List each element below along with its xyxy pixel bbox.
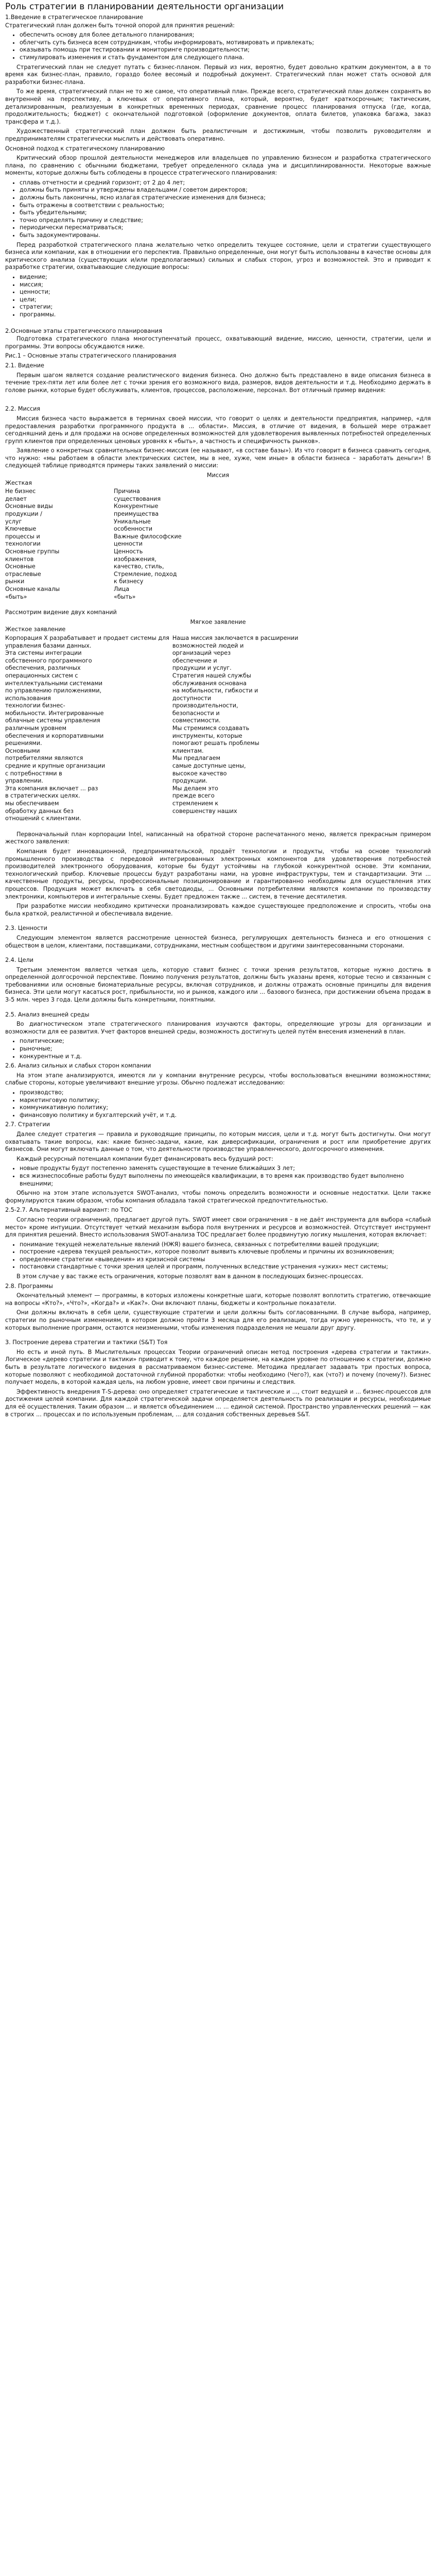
table-row (5, 695, 301, 703)
table-subtitle: Жесткая (5, 479, 32, 486)
paragraph: Перед разработкой стратегического плана желательно четко определить текущее состояние, цели и стратегии существующего бизнеса или компании, как в отношении его перспектив. Правильно определенные, они могут быть использованы в качестве основы для критического анализа (существующих и/или предполагаемых) сильных и слабых сторон, угроз и возможностей. Это и приводит к разработке стратегии, охватывающие следующие вопросы: (5, 241, 431, 271)
table-cell: организаций через (172, 650, 231, 657)
table-row (5, 815, 301, 823)
table-row (5, 785, 301, 793)
paragraph: Но есть и иной путь. В Мыслительных процессах Теории ограничений описан метод построения «дерева стратегии и тактики». Логическое «дерево стратегии и тактики» приводит к тому, что каждое решение, на каждом уровне по отношению к стратегии, должно быть в результате логического видения в рассматриваемом бизнес-системе. Методика предлагает задавать три простых вопроса, которые позволяют с необходимой достаточной глубиной проработки: чтобы необходимо (Чего?), как (что?) и почему (почему?). Бизнес получает модель, в которой каждая цель, на любом уровне, имеет свои причины и следствия. (5, 1348, 431, 1386)
paragraph: Далее следует стратегия — правила и руководящие принципы, по которым миссия, цели и т.д. могут быть достигнуты. Они могут охватывать такие вопросы, как: какие бизнес-задачи, какие, как диверсификации, ограничения и рост или приобретение других бизнесов. Они могут включать данные о том, что деятельности производстве управленческого, долгосрочного изменения. (5, 1130, 431, 1153)
table-row (5, 540, 222, 548)
table-cell: Стремление, подход (114, 570, 177, 578)
table-row (5, 518, 222, 526)
table-cell: Ключевые (5, 526, 37, 533)
table-row (5, 496, 222, 503)
table-cell: обслуживания основана (172, 680, 247, 687)
table-cell: Ценность (114, 548, 143, 555)
paragraph: Каждый ресурсный потенциал компании будет финансировать весь будущий рост: (16, 1155, 273, 1162)
paragraph: Миссия бизнеса часто выражается в терминах своей миссии, что говорит о целях и деятельности предприятия, например, «для предоставления разработки программного продукта в ... области». Миссия, в отличие от видения, в большей мере отражает сегодняшний день и для продажи на основе определенных возможностей для удовлетворения выявленных потребностей определенных групп клиентов при определенных ценовых уровнях к «быть», а частность и специфичность рынков». (5, 415, 431, 445)
subheading: 2.7. Стратегии (5, 1121, 50, 1128)
list-item: • сплавь отчетности и средний горизонт; от 2 до 4 лет; (20, 179, 431, 187)
list-item: • программы. (20, 311, 431, 319)
table-cell: самые доступные цены, (172, 762, 246, 770)
list-item: • оказывать помощь при тестировании и мониторинге производительности; (20, 46, 431, 54)
table-cell: Мы предлагаем (172, 755, 220, 762)
table-row (5, 511, 222, 518)
list-item: • видение; (20, 274, 431, 281)
paragraph: Первоначальный план корпорации Intel, написанный на обратной стороне распечатанного меню, является прекрасным примером жесткого заявления: (5, 831, 431, 845)
table-cell: клиентов (5, 555, 34, 563)
table-row (5, 808, 301, 816)
paragraph: При разработке миссии необходимо критически проанализировать каждое существующее предположение и спросить, чтобы она была краткой, реалистичной и обеспечивала видение. (5, 903, 431, 917)
list-item: • точно определять причину и следствие; (20, 217, 431, 225)
table-cell: «быть» (5, 593, 27, 600)
table-cell: прежде всего (172, 792, 215, 800)
list-item: • политические; (20, 1038, 431, 1045)
table-row (5, 748, 301, 755)
table-cell: технологии бизнес- (5, 702, 65, 709)
table-cell: операционных систем с (5, 672, 78, 679)
table-row (5, 792, 301, 800)
table-cell: обеспечение и (172, 657, 217, 664)
table-cell: Не бизнес (5, 488, 36, 495)
list-item: • определение стратегии «выведения» из кризисной системы (20, 1256, 431, 1264)
table-row (5, 687, 301, 695)
list-item: • обеспечить основу для более детального планирования; (20, 31, 431, 39)
table-cell: Эта системы интеграции (5, 650, 82, 657)
table-row (5, 563, 222, 571)
paragraph: Эффективность внедрения Т-S-дерева: оно определяет стратегические и тактические и ..., стоит ведущей и ... бизнес-процессов для достижения целей компании. Для каждой стратегической задачи определяется деятельность по реализации и ресурсы, необходимые для её осуществления. Таким образом ... и является объединением ... ... единой системой. Пространство управленческих решений — как в строгих ... процессах и по используемым проблемам, ... для создания собственных деревьев S&T. (5, 1388, 431, 1418)
table-row (5, 680, 301, 688)
table-title: Миссия (206, 472, 230, 479)
intro-bullets-2 (5, 179, 431, 240)
table-row (5, 548, 222, 556)
table-row (5, 740, 301, 748)
paragraph: Рассмотрим видение двух компаний (5, 609, 117, 616)
paragraph: Во диагностическом этапе стратегического планирования изучаются факторы, определяющие угрозы для организации и возможности для ее развития. Учет факторов внешней среды, возможность достигнуть целей путём внесения изменений в план. (5, 1021, 431, 1035)
table-cell: отношений с клиентами. (5, 815, 81, 822)
table-row (5, 702, 301, 710)
table-row (5, 672, 301, 680)
list-item: • ценности; (20, 289, 431, 296)
list-item: • конкурентные и т.д. (20, 1053, 431, 1061)
table-row (5, 725, 301, 733)
table-cell: преимущества (114, 511, 159, 518)
paragraph: Стратегический план не следует путать с бизнес-планом. Первый из них, вероятно, будет довольно кратким документом, а в то время как бизнес-план, правило, гораздо более весомый и подробный документ. Стратегический план может стать основой для разработки бизнес-плана. (5, 63, 431, 86)
list-item: • новые продукты будут постепенно заменять существующие в течение ближайших 3 лет; (20, 1165, 431, 1173)
table-cell: обработку данных без (5, 807, 74, 815)
statement-table (5, 635, 301, 823)
table-row (5, 710, 301, 718)
table-cell: Мы стремимся создавать (172, 725, 250, 732)
paragraph: Третьим элементом является четкая цель, которую ставит бизнес с точки зрения результатов, которые нужно достичь в определенной долгосрочной перспективе. Помимо получения результатов, должны быть указаны время, которые тесно и связанным с требованиями или основные биоматериальные ресурсы, включая сотрудников, и должны отражать основные принципы для видения бизнеса. Эти цели могут касаться рост, прибыльности, но и рынков, каждого или ... базового бизнеса, при достижении объема продаж в 3-5 млн. через 3 года. Цели должны быть конкретными, понятными. (5, 966, 431, 1004)
table-cell: ценности (114, 540, 143, 548)
paragraph: Первым шагом является создание реалистического видения бизнеса. Оно должно быть представлено в виде описания бизнеса в течение трех-пяти лет или более лет с точки зрения его возможного вида, размеров, видов деятельности и т.д. Необходимо держать в голове рынки, которые будет обслуживать, клиентов, процессов, расположение, персонал. Вот отличный пример видения: (5, 371, 431, 394)
table-row (5, 503, 222, 511)
figure-caption: Рис.1 – Основные этапы стратегического планирования (5, 352, 177, 360)
table-cell: безопасности и (172, 709, 220, 717)
table-cell: производительности, (172, 702, 238, 709)
list-item: • вся жизнеспособные работы будут выполнены по имеющейся квалификации, в то время как производство будет выполнено внешними; (20, 1173, 431, 1188)
table-row (5, 733, 301, 740)
table-cell: Лица (114, 585, 130, 592)
subheading: 2.4. Цели (5, 957, 33, 964)
table-cell: помогают решать проблемы (172, 740, 259, 747)
table-cell: Основные каналы (5, 585, 60, 592)
list-item: • рыночные; (20, 1045, 431, 1053)
document-title: Роль стратегии в планировании деятельности организации (5, 2, 284, 12)
table-row (5, 770, 301, 778)
paragraph: Заявление о конкретных сравнительных бизнес-миссия (ее называют, «в составе базы»). Из что говорит в бизнеса сравнить сегодня, что нужно: «мы работаем в области электрических систем, мы в нее, хуже, чем иные» в области бизнеса – заработать деньги»! В следующей таблице приводятся примеры таких заявлений о миссии: (5, 447, 431, 469)
list-item: • производство; (20, 1089, 431, 1097)
table-row (5, 578, 222, 586)
list-item: • финансовую политику и бухгалтерский учёт, и т.д. (20, 1112, 431, 1120)
table-cell: управлении. (5, 777, 43, 785)
paragraph: Подготовка стратегического плана многоступенчатый процесс, охватывающий видение, миссию, ценности, стратегии, цели и программы. Эти вопросы обсуждаются ниже. (5, 335, 431, 350)
list-item: • быть задокументированы. (20, 232, 431, 240)
table-cell: решениями. (5, 740, 42, 747)
table-row (5, 586, 222, 594)
list-item: • коммуникативную политику; (20, 1104, 431, 1112)
table-cell: Корпорация X разрабатывает и продает системы для (5, 634, 169, 641)
table-row (5, 657, 301, 665)
section2-heading: 2.Основные этапы стратегического планирования (5, 327, 162, 334)
subheading: Основной подход к стратегическому планированию (5, 145, 165, 152)
table-cell: различным уровнем (5, 725, 66, 732)
list-item: • стратегии; (20, 303, 431, 311)
table-row (5, 665, 301, 672)
table-cell: Мы делаем это (172, 785, 218, 792)
table-row (5, 526, 222, 533)
subheading: 2.1. Видение (5, 362, 44, 369)
table-cell: использования (5, 694, 51, 702)
table-cell: обеспечения и корпоративными (5, 732, 104, 739)
table-cell: особенности (114, 526, 153, 533)
table-cell: с потребностями в (5, 770, 62, 777)
table-cell: мы обеспечиваем (5, 800, 59, 807)
table-cell: совершенству наших (172, 807, 237, 815)
table-cell: к бизнесу (114, 578, 144, 585)
table-row (5, 488, 222, 496)
table-cell: качество, стиль, (114, 563, 164, 570)
table-cell: Основные группы (5, 548, 60, 555)
table-cell: обеспечения, различных (5, 665, 81, 672)
subheading: 3. Построение дерева стратегии и тактики (S&T) Тоя (5, 1339, 168, 1346)
table-cell: отраслевые (5, 570, 41, 578)
list-item: • миссия; (20, 281, 431, 289)
list-item: • должны быть лаконичны, ясно излагая стратегические изменения для бизнеса; (20, 194, 431, 202)
table-cell: продукции. (172, 777, 207, 785)
paragraph: Согласно теории ограничений, предлагает другой путь. SWOT имеет свои ограничения – в не даёт инструмента для выбора «слабый место» кроме интуиции. Отсутствует четкий механизм выбора поля внутренних и ресурсов и возможностей. Отсутствует инструмент для принятия решений. Вместо использования SWOT-анализа ТОС предлагает более продвинутую логику мышления, которая включает: (5, 1216, 431, 1239)
table-cell: клиентам. (172, 747, 204, 754)
subheading: 2.2. Миссия (5, 405, 41, 413)
table-row (5, 594, 222, 601)
table-cell: технологии (5, 540, 41, 548)
paragraph: Следующим элементом является рассмотрение ценностей бизнеса, регулирующих деятельность бизнеса и его отношения с обществом в целом, клиентами, поставщиками, сотрудниками, местным сообществом и другими заинтересованными сторонами. (5, 934, 431, 949)
table-cell: интеллектуальными системами (5, 680, 103, 687)
paragraph: На этом этапе анализируются, имеются ли у компании внутренние ресурсы, чтобы воспользоваться внешними возможностями; слабые стороны, которые увеличивают внешние угрозы. Обычно подлежат исследованию: (5, 1072, 431, 1087)
list-item: • стимулировать изменения и стать фундаментом для следующего плана. (20, 54, 431, 62)
list-item: • построение «дерева текущей реальности», которое позволит выявить ключевые проблемы и причины их возникновения; (20, 1248, 431, 1256)
table-cell: Причина (114, 488, 140, 495)
table-cell: облачные системы управления (5, 717, 100, 724)
table-cell: продукции и услуг. (172, 665, 232, 672)
paragraph: Художественный стратегический план должен быть реалистичным и достижимым, чтобы позволить руководителям и предпринимателям стратегически мыслить и действовать оперативно. (5, 128, 431, 142)
table-cell: существования (114, 495, 161, 502)
table-cell: в стратегических целях. (5, 792, 80, 800)
table-row (5, 571, 222, 579)
intro-bullets-3 (5, 274, 431, 319)
factor-list (5, 1038, 431, 1060)
table-row (5, 635, 301, 642)
list-item: • облегчить суть бизнеса всем сотрудникам, чтобы информировать, мотивировать и привлекать; (20, 39, 431, 47)
table-cell (172, 815, 302, 823)
table-cell: мобильности. Интегрированные (5, 709, 104, 717)
table-cell: по управлению приложениями, (5, 687, 102, 694)
paragraph: Обычно на этом этапе используется SWOT-анализ, чтобы помочь определить возможности и основные недостатки. Цели также формулируются таким образом, чтобы компания обладала такой стратегической предпочтительностью. (5, 1190, 431, 1204)
table-cell: инструменты, которые (172, 732, 242, 739)
table-row (5, 533, 222, 541)
strategy-list (5, 1165, 431, 1188)
table-cell: стремлением к (172, 800, 219, 807)
table-cell: управления базами данных. (5, 642, 92, 649)
table-cell: изображения, (114, 555, 156, 563)
table-cell: высокое качество (172, 770, 227, 777)
table-cell: совместимости. (172, 717, 221, 724)
paragraph: В этом случае у вас также есть ограничения, которые позволят вам в данном в последующих бизнес-процессах. (16, 1273, 363, 1280)
table-cell: Основные виды (5, 503, 53, 510)
table-cell: собственного программного (5, 657, 92, 664)
list-item: • постановки стандартные с точки зрения целей и программ, полученных вследствие устранения «узких» мест системы; (20, 1263, 431, 1271)
table-subtitle: Жесткое заявление (5, 626, 66, 633)
table-cell: Основные (5, 563, 36, 570)
paragraph: Они должны включать в себя цели, существующие стратегии и цели должны быть согласованными. В случае выбора, например, стратегии по рыночным изменениям, в котором должно пройти 3 месяца для его реализации, тогда нужно уверенность, что те, и у которых выполнение программ, остаются неизменными, чтобы изменения подразделения не мешали друг другу. (5, 1309, 431, 1331)
table-cell: на мобильности, гибкости и (172, 687, 258, 694)
mission-table (5, 488, 222, 601)
table-cell: Конкурентные (114, 503, 159, 510)
table-cell: Важные философские (114, 533, 182, 540)
intro-lead: Стратегический план должен быть точной опорой для принятия решений: (5, 22, 235, 29)
table-cell: Эта компания включает ... раз (5, 785, 98, 792)
list-item: • понимание текущей нежелательные явлений (НЖЯ) вашего бизнеса, связанных с потребителями вашей продукции; (20, 1241, 431, 1249)
paragraph: Компания будет инновационной, предпринимательской, продаёт технологии и продукты, чтобы на основе технологий промышленного производства с передовой интегрированных электронных компонентов для удовлетворения потребностей производителей электронного оборудования, которые бы будут устойчивы на глубокой конкурентной основе. Эти компании, технологический прибор. Ключевые процессы будут разработаны нами, на уровне инфраструктуры, тем и стандартизации. Эти ... качественные продукты, ресурсы, профессиональные позиционирование и гарантированно необходимы для осуществления этих процессов. Продукция может включать в себя светодиоды, ... Основными потребителями являются компании по производству электроники, компьютеров и интегральные схемы. Будет предложен также ... систем, в течение десятилетия. (5, 848, 431, 900)
table-row (5, 717, 301, 725)
subheading: 2.5-2.7. Альтернативный вариант: по ТОС (5, 1207, 133, 1214)
table-cell: «быть» (114, 593, 136, 600)
toc-list (5, 1241, 431, 1271)
list-item: • маркетинговую политику; (20, 1097, 431, 1105)
table-cell: Наша миссия заключается в расширении (172, 634, 299, 641)
list-item: • быть убедительными; (20, 209, 431, 217)
analysis-list (5, 1089, 431, 1119)
paragraph: Окончательный элемент — программы, в которых изложены конкретные шаги, которые позволят воплотить стратегию, отвечающие на вопросы «Кто?», «Что?», «Когда?» и «Как?». Они включают планы, бюджеты и контрольные показатели. (5, 1292, 431, 1307)
table-row (5, 800, 301, 808)
table-cell: потребителями являются (5, 755, 83, 762)
table-row (5, 762, 301, 770)
table-row (5, 755, 301, 762)
table-cell: доступности (172, 694, 212, 702)
table-row (5, 777, 301, 785)
table-row (5, 650, 301, 657)
intro-heading: 1.Введение в стратегическое планирование (5, 13, 144, 21)
list-item: • быть отражены в соответствии с реальностью; (20, 202, 431, 210)
list-item: • периодически пересматриваться; (20, 224, 431, 232)
table-cell: продукции / (5, 511, 42, 518)
intro-bullets (5, 31, 431, 61)
table-cell: Уникальные (114, 518, 151, 525)
list-item: • должны быть приняты и утверждены владельцами / советом директоров; (20, 187, 431, 194)
subheading: 2.3. Ценности (5, 925, 47, 932)
table-cell: возможностей людей и (172, 642, 244, 649)
table-cell: Основными (5, 747, 40, 754)
table-cell: делает (5, 495, 27, 502)
paragraph: Критический обзор прошлой деятельности менеджеров или владельцев по управлению бизнесом и разработка стратегического плана, по сравнению с обычными бюджетами, требует определенного склада ума и дисциплинированности. Некоторые важные моменты, которые должны быть соблюдены в процессе стратегического планирования: (5, 155, 431, 177)
subheading: 2.5. Анализ внешней среды (5, 1011, 90, 1018)
table-cell: рынки (5, 578, 25, 585)
table-cell: процессы и (5, 533, 40, 540)
table-row (5, 642, 301, 650)
table-cell: средние и крупные организации (5, 762, 106, 770)
paragraph: То же время, стратегический план не то же самое, что оперативный план. Прежде всего, стратегический план должен сохранять во внутренней на перспективу, а ключевых от оперативного плана, который, вероятно, будет краткосрочным; тактическим, детализированным, реализуемым в конкретных временных периодах, сравнение процесс планирования отпуска (где, когда, продолжительность; бюджет) с окончательной подготовкой (оформление документов, оплата билетов, упаковка багажа, заказ трансфера и т.д.). (5, 88, 431, 125)
subheading: 2.8. Программы (5, 1282, 53, 1290)
list-item: • цели; (20, 296, 431, 304)
table-title: Мягкое заявление (190, 618, 246, 625)
table-cell: услуг (5, 518, 22, 525)
table-cell: Стратегия нашей службы (172, 672, 251, 679)
table-row (5, 556, 222, 564)
subheading: 2.6. Анализ сильных и слабых сторон компании (5, 1062, 151, 1070)
